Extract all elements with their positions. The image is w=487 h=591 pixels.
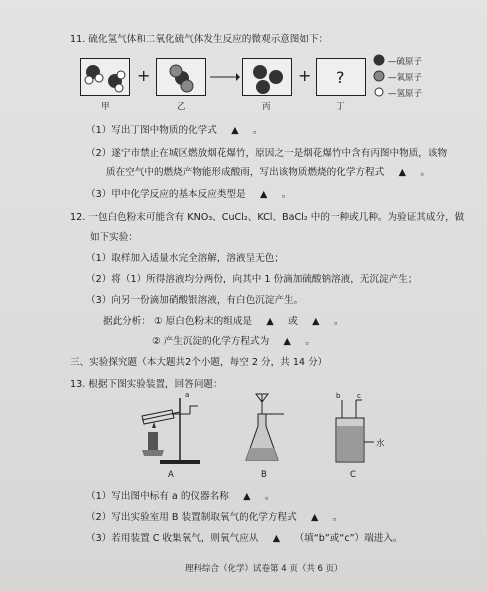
- molecule-yi-icon: [157, 59, 207, 97]
- q12-stem: 12. 一包白色粉末可能含有 KNO₃、CuCl₂、KCl、BaCl₂ 中的一种或几种。为验证其成分，做: [70, 212, 465, 223]
- q13-sub1: [86, 490, 275, 503]
- analysis-label: 据此分析：: [103, 316, 151, 327]
- period: 。: [332, 512, 343, 523]
- label-apparatus-a: A: [168, 470, 174, 480]
- sulfur-atom-icon: [373, 54, 385, 66]
- q13-stem: 13. 根据下图实验装置，回答问题：: [70, 379, 223, 390]
- label-apparatus-c: C: [350, 470, 356, 480]
- q13-sub2: [86, 511, 342, 524]
- answer-blank[interactable]: ▲: [312, 316, 320, 327]
- q11-sub1-text: （1）写出丁图中物质的化学式: [86, 125, 217, 136]
- q11-sub2b: [106, 166, 430, 179]
- q11-sub2a: （2）遂宁市禁止在城区燃放烟花爆竹，原因之一是烟花爆竹中含有丙图中物质，该物: [86, 148, 448, 159]
- answer-blank[interactable]: ▲: [398, 167, 406, 178]
- q12-step2: （2）将（1）所得溶液均分两份，向其中 1 份滴加硫酸钠溶液，无沉淀产生；: [86, 274, 418, 285]
- oxygen-atom-icon: [373, 70, 385, 82]
- q11-stem: 11. 硫化氢气体和二氧化硫气体发生反应的微观示意图如下：: [70, 34, 329, 45]
- label-water: 水: [376, 439, 385, 449]
- molecule-jia-icon: [81, 59, 131, 97]
- q11-sub1: [86, 124, 263, 137]
- label-bing: 丙: [262, 102, 271, 112]
- box-ding: [316, 58, 366, 96]
- q13-sub2-text: （2）写出实验室用 B 装置制取氧气的化学方程式: [86, 512, 297, 523]
- label-b: b: [336, 392, 341, 400]
- box-yi: [156, 58, 206, 96]
- label-a: a: [185, 391, 190, 399]
- period: 。: [281, 189, 292, 200]
- plus-sign: +: [137, 66, 151, 85]
- q13-sub3: [86, 532, 403, 545]
- q12-step3: （3）向另一份滴加硝酸银溶液，有白色沉淀产生。: [86, 295, 304, 306]
- answer-blank[interactable]: ▲: [283, 336, 291, 347]
- label-jia: 甲: [101, 102, 110, 112]
- apparatus-a-icon: [132, 392, 212, 472]
- q13-sub1-text: （1）写出图中标有 a 的仪器名称: [86, 491, 229, 502]
- period: 。: [420, 167, 430, 178]
- label-ding: 丁: [336, 102, 345, 112]
- analysis-2: ② 产生沉淀的化学方程式为: [152, 336, 270, 347]
- page-footer: 理科综合（化学）试卷第 4 页（共 6 页）: [185, 564, 343, 574]
- q12-analysis: [103, 315, 343, 328]
- q12-analysis2: [152, 335, 315, 348]
- legend-oxygen: —氧原子: [388, 73, 423, 83]
- hydrogen-atom-icon: [374, 87, 386, 99]
- period: 。: [333, 316, 344, 327]
- q11-sub3-text: （3）甲中化学反应的基本反应类型是: [86, 189, 246, 200]
- plus-sign-2: +: [298, 66, 312, 85]
- answer-blank[interactable]: ▲: [311, 512, 319, 523]
- legend-sulfur: —硫原子: [388, 57, 423, 67]
- q11-sub2b-text: 质在空气中的燃烧产物能形成酸雨，写出该物质燃烧的化学方程式: [106, 167, 385, 178]
- apparatus-b-icon: [240, 392, 290, 472]
- or-text: 或: [288, 316, 298, 327]
- box-jia: [80, 58, 130, 96]
- box-bing: [242, 58, 292, 96]
- arrow-icon: [210, 72, 240, 82]
- label-c: c: [357, 392, 361, 400]
- question-mark: ?: [336, 68, 345, 87]
- legend-hydrogen: —氢原子: [388, 89, 423, 99]
- period: 。: [264, 491, 275, 502]
- answer-blank[interactable]: ▲: [272, 533, 281, 544]
- period: 。: [305, 336, 315, 347]
- period: 。: [252, 125, 263, 136]
- q12-stem2: 如下实验：: [90, 232, 138, 243]
- q13-sub3-text-a: （3）若用装置 C 收集氧气，则氧气应从: [86, 533, 259, 544]
- q12-step1: （1）取样加入适量水完全溶解，溶液呈无色；: [86, 253, 284, 264]
- label-apparatus-b: B: [261, 470, 267, 480]
- answer-blank[interactable]: ▲: [243, 491, 251, 502]
- apparatus-c-icon: [326, 392, 386, 472]
- q11-sub3: [86, 188, 291, 201]
- answer-blank[interactable]: ▲: [231, 125, 239, 136]
- label-yi: 乙: [177, 102, 186, 112]
- answer-blank[interactable]: ▲: [266, 316, 274, 327]
- analysis-1: ① 原白色粉末的组成是: [154, 316, 253, 327]
- molecule-bing-icon: [243, 59, 293, 97]
- answer-blank[interactable]: ▲: [259, 189, 268, 200]
- section-3-title: 三、实验探究题（本大题共2个小题，每空 2 分，共 14 分）: [70, 357, 328, 368]
- q13-sub3-text-b: （填“b”或“c”）端进入。: [294, 533, 403, 544]
